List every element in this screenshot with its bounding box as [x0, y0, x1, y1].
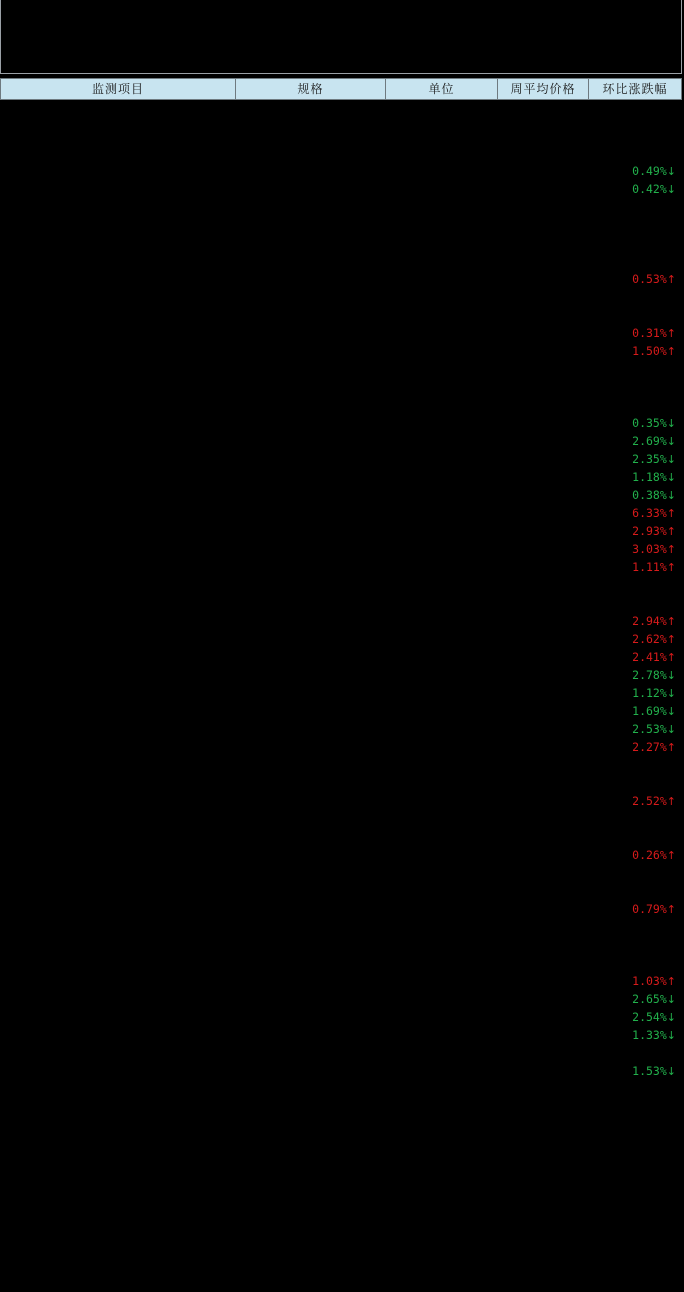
column-header-change-rate: 环比涨跌幅 — [588, 78, 682, 100]
change-rate-cell — [592, 684, 680, 702]
change-rate-value: 1.18% — [632, 470, 667, 484]
table-header-row — [0, 78, 684, 100]
change-rate-cell — [592, 342, 680, 360]
arrow-up-icon: ↑ — [666, 741, 676, 754]
change-rate-value: 1.33% — [632, 1028, 667, 1042]
change-rate-value: 0.53% — [632, 272, 667, 286]
change-rate-cell — [592, 648, 680, 666]
arrow-up-icon: ↑ — [666, 795, 676, 808]
change-rate-cell — [592, 702, 680, 720]
change-rate-value: 1.12% — [632, 686, 667, 700]
change-rate-value: 2.93% — [632, 524, 667, 538]
change-rate-value: 2.65% — [632, 992, 667, 1006]
arrow-down-icon: ↓ — [666, 1011, 676, 1024]
change-rate-value: 2.53% — [632, 722, 667, 736]
table-body — [0, 100, 684, 1292]
arrow-down-icon: ↓ — [666, 1065, 676, 1078]
change-rate-cell — [592, 846, 680, 864]
arrow-up-icon: ↑ — [666, 507, 676, 520]
change-rate-cell — [592, 162, 680, 180]
arrow-down-icon: ↓ — [666, 687, 676, 700]
change-rate-value: 2.78% — [632, 668, 667, 682]
change-rate-cell — [592, 900, 680, 918]
arrow-down-icon: ↓ — [666, 723, 676, 736]
change-rate-cell — [592, 972, 680, 990]
change-rate-value: 1.03% — [632, 974, 667, 988]
change-rate-cell — [592, 414, 680, 432]
change-rate-value: 1.53% — [632, 1064, 667, 1078]
arrow-down-icon: ↓ — [666, 993, 676, 1006]
change-rate-value: 1.11% — [632, 560, 667, 574]
arrow-up-icon: ↑ — [666, 273, 676, 286]
arrow-up-icon: ↑ — [666, 327, 676, 340]
change-rate-cell — [592, 1062, 680, 1080]
arrow-down-icon: ↓ — [666, 417, 676, 430]
change-rate-cell — [592, 504, 680, 522]
change-rate-value: 2.69% — [632, 434, 667, 448]
arrow-down-icon: ↓ — [666, 435, 676, 448]
arrow-down-icon: ↓ — [666, 471, 676, 484]
arrow-up-icon: ↑ — [666, 849, 676, 862]
arrow-up-icon: ↑ — [666, 345, 676, 358]
change-rate-value: 1.50% — [632, 344, 667, 358]
change-rate-cell — [592, 486, 680, 504]
change-rate-cell — [592, 468, 680, 486]
change-rate-cell — [592, 612, 680, 630]
arrow-down-icon: ↓ — [666, 1029, 676, 1042]
change-rate-value: 0.49% — [632, 164, 667, 178]
change-rate-cell — [592, 324, 680, 342]
arrow-up-icon: ↑ — [666, 615, 676, 628]
arrow-down-icon: ↓ — [666, 453, 676, 466]
arrow-down-icon: ↓ — [666, 705, 676, 718]
change-rate-cell — [592, 666, 680, 684]
change-rate-value: 1.69% — [632, 704, 667, 718]
change-rate-value: 3.03% — [632, 542, 667, 556]
change-rate-value: 2.54% — [632, 1010, 667, 1024]
arrow-up-icon: ↑ — [666, 543, 676, 556]
change-rate-value: 0.79% — [632, 902, 667, 916]
arrow-up-icon: ↑ — [666, 651, 676, 664]
arrow-down-icon: ↓ — [666, 165, 676, 178]
column-header-spec: 规格 — [235, 78, 386, 100]
arrow-up-icon: ↑ — [666, 975, 676, 988]
change-rate-value: 0.42% — [632, 182, 667, 196]
change-rate-value: 2.27% — [632, 740, 667, 754]
column-header-unit: 单位 — [385, 78, 498, 100]
column-header-weekly-avg-price: 周平均价格 — [497, 78, 589, 100]
change-rate-value: 0.26% — [632, 848, 667, 862]
change-rate-cell — [592, 630, 680, 648]
change-rate-value: 2.94% — [632, 614, 667, 628]
change-rate-cell — [592, 1008, 680, 1026]
change-rate-value: 0.38% — [632, 488, 667, 502]
change-rate-cell — [592, 558, 680, 576]
arrow-up-icon: ↑ — [666, 525, 676, 538]
change-rate-cell — [592, 990, 680, 1008]
change-rate-cell — [592, 270, 680, 288]
change-rate-value: 2.41% — [632, 650, 667, 664]
arrow-up-icon: ↑ — [666, 903, 676, 916]
change-rate-value: 2.35% — [632, 452, 667, 466]
change-rate-cell — [592, 432, 680, 450]
change-rate-cell — [592, 180, 680, 198]
change-rate-cell — [592, 792, 680, 810]
arrow-up-icon: ↑ — [666, 633, 676, 646]
change-rate-value: 2.62% — [632, 632, 667, 646]
change-rate-cell — [592, 738, 680, 756]
change-rate-value: 2.52% — [632, 794, 667, 808]
column-header-item: 监测项目 — [0, 78, 236, 100]
change-rate-value: 6.33% — [632, 506, 667, 520]
change-rate-value: 0.31% — [632, 326, 667, 340]
arrow-up-icon: ↑ — [666, 561, 676, 574]
change-rate-cell — [592, 450, 680, 468]
change-rate-cell — [592, 522, 680, 540]
change-rate-value: 0.35% — [632, 416, 667, 430]
change-rate-cell — [592, 1026, 680, 1044]
arrow-down-icon: ↓ — [666, 183, 676, 196]
arrow-down-icon: ↓ — [666, 669, 676, 682]
change-rate-cell — [592, 720, 680, 738]
arrow-down-icon: ↓ — [666, 489, 676, 502]
report-title-frame — [0, 0, 682, 74]
change-rate-cell — [592, 540, 680, 558]
